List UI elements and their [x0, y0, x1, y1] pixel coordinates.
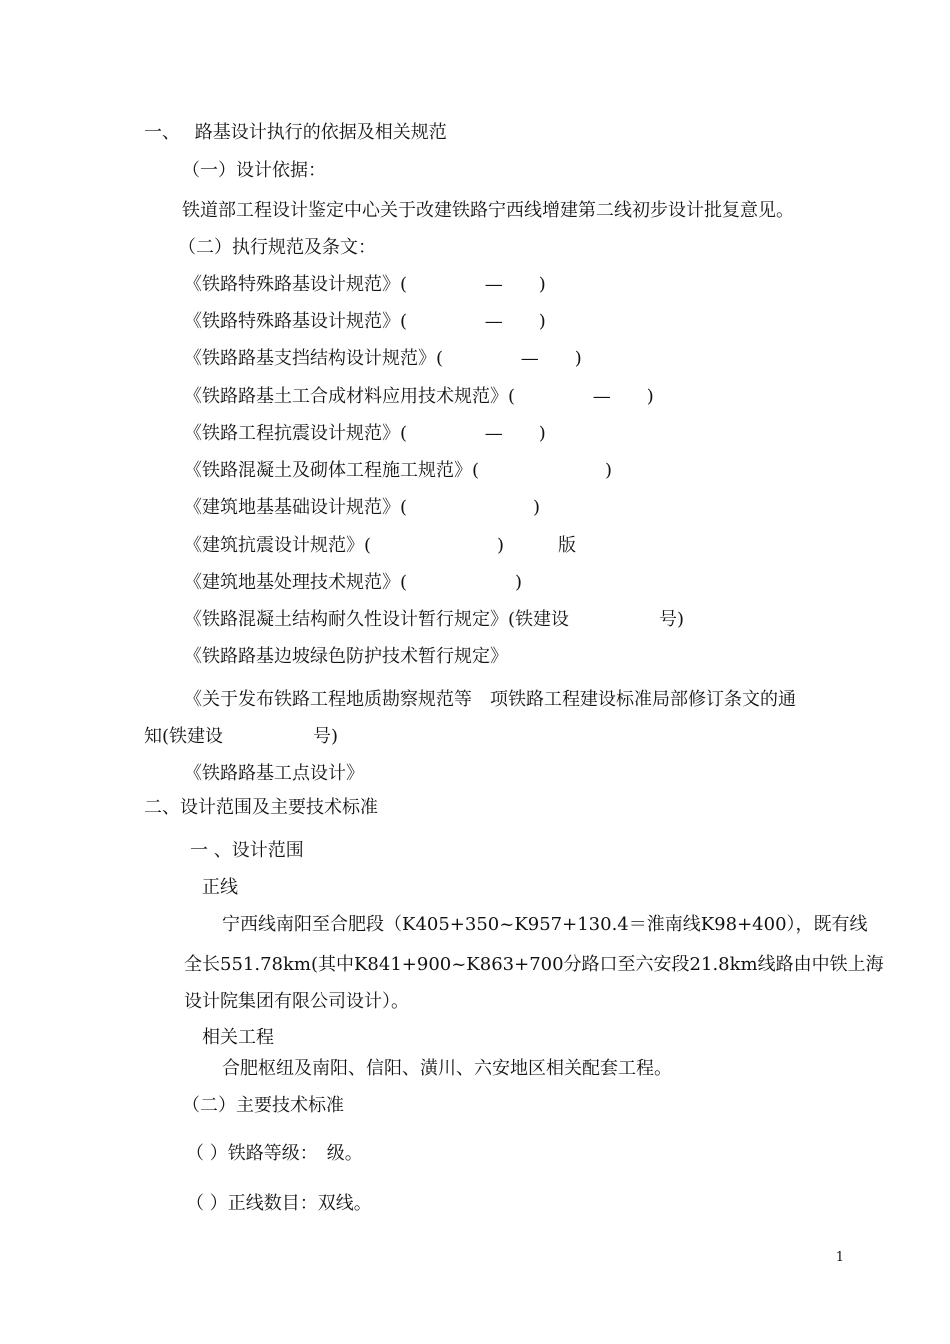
paragraph: 全长551.78km(其中K841+900~K863+700分路口至六安段21.8km线路由中铁上海 [184, 954, 884, 975]
subsection-heading: （二）主要技术标准 [182, 1095, 344, 1116]
spec-item: 《铁路特殊路基设计规范》( — ) [184, 311, 546, 332]
standard-item: （ ）正线数目：双线。 [186, 1193, 372, 1214]
paragraph: 宁西线南阳至合肥段（K405+350~K957+130.4＝淮南线K98+400），既有线 [222, 914, 868, 935]
section-heading-2: 二、设计范围及主要技术标准 [144, 797, 378, 818]
paragraph: 设计院集团有限公司设计）。 [184, 991, 409, 1012]
spec-item: 《关于发布铁路工程地质勘察规范等 项铁路工程建设标准局部修订条文的通 [184, 689, 796, 710]
spec-item: 《铁路路基边坡绿色防护技术暂行规定》 [184, 646, 508, 667]
spec-item-continued: 知(铁建设 号) [144, 726, 339, 747]
page-number: 1 [835, 1250, 844, 1265]
section-heading-1: 一、 路基设计执行的依据及相关规范 [144, 122, 447, 143]
item-label: 相关工程 [202, 1027, 274, 1048]
subsection-heading: （一）设计依据： [182, 160, 326, 181]
subsection-heading: （二）执行规范及条文： [178, 237, 376, 258]
paragraph: 铁道部工程设计鉴定中心关于改建铁路宁西线增建第二线初步设计批复意见。 [182, 200, 794, 221]
spec-item: 《建筑地基基础设计规范》( ) [184, 497, 541, 518]
spec-item: 《铁路混凝土及砌体工程施工规范》( ) [184, 460, 613, 481]
spec-item: 《铁路路基土工合成材料应用技术规范》( — ) [184, 386, 654, 407]
spec-item: 《建筑抗震设计规范》( ) 版 [184, 535, 577, 556]
standard-item: （ ）铁路等级： 级。 [186, 1143, 363, 1164]
item-label: 正线 [202, 877, 238, 898]
spec-item: 《铁路混凝土结构耐久性设计暂行规定》(铁建设 号) [184, 609, 685, 630]
subsection-heading: 一 、设计范围 [190, 840, 304, 861]
spec-item: 《铁路特殊路基设计规范》( — ) [184, 274, 546, 295]
spec-item: 《铁路路基支挡结构设计规范》( — ) [184, 348, 582, 369]
spec-item: 《铁路工程抗震设计规范》( — ) [184, 423, 546, 444]
spec-item: 《铁路路基工点设计》 [184, 763, 364, 784]
paragraph: 合肥枢纽及南阳、信阳、潢川、六安地区相关配套工程。 [222, 1058, 672, 1079]
spec-item: 《建筑地基处理技术规范》( ) [184, 572, 523, 593]
